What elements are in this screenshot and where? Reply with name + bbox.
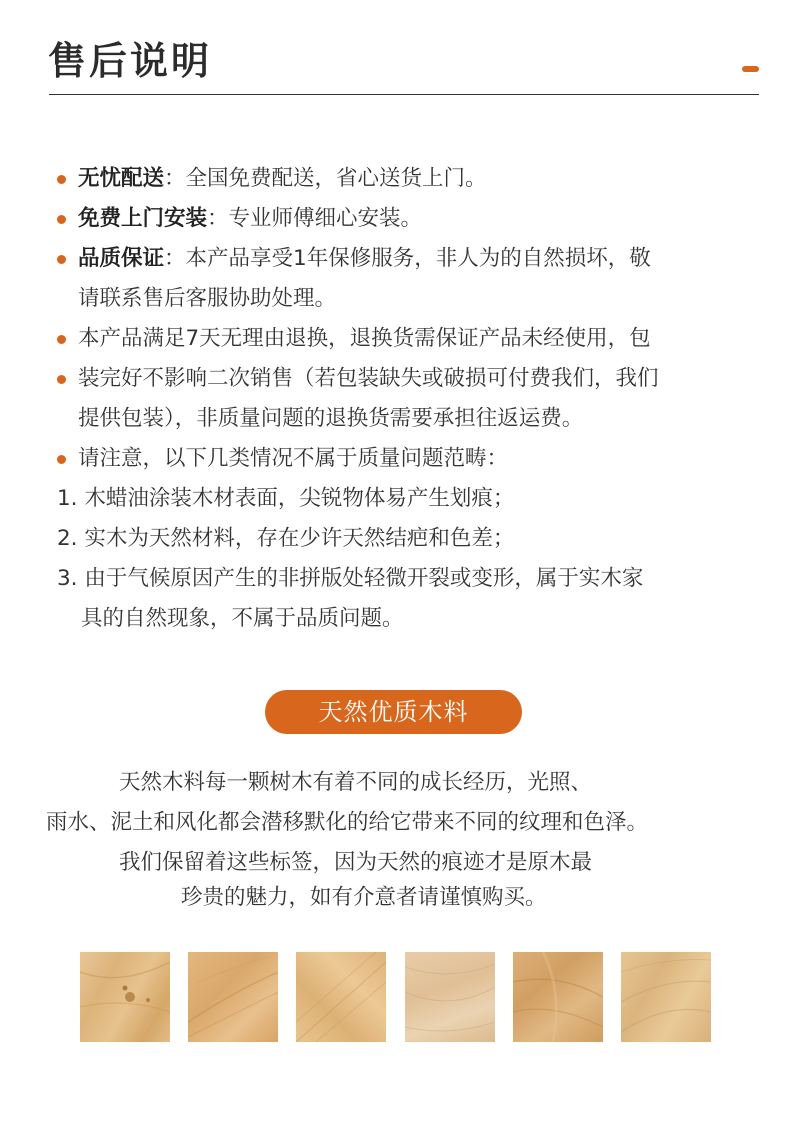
wood-swatch-image: [621, 952, 711, 1042]
numbered-item: 3. 由于气候原因产生的非拼版处轻微开裂或变形，属于实木家: [57, 566, 644, 591]
wood-grain-icon: [296, 952, 386, 1042]
wood-grain-icon: [621, 952, 711, 1042]
bullet-dot-icon: [57, 455, 66, 464]
wood-grain-icon: [80, 952, 170, 1042]
wood-grain-icon: [405, 952, 495, 1042]
list-item-continuation: 装完好不影响二次销售（若包装缺失或破损可付费我们，我们: [78, 366, 659, 391]
page-title: 售后说明: [48, 39, 213, 83]
accent-dash: [742, 66, 759, 72]
numbered-item: 1. 木蜡油涂装木材表面，尖锐物体易产生划痕；: [57, 486, 515, 511]
list-item-text: ：本产品享受1年保修服务，非人为的自然损坏，敬: [164, 246, 651, 271]
list-item-continuation: 请联系售后客服协助处理。: [78, 286, 337, 311]
section-title: 天然优质木料: [318, 698, 469, 726]
list-item-label: 免费上门安装: [78, 206, 208, 231]
list-item: 请注意，以下几类情况不属于质量问题范畴：: [78, 446, 509, 471]
paragraph-line: 珍贵的魅力，如有介意者请谨慎购买。: [181, 885, 547, 910]
bullet-dot-icon: [57, 335, 66, 344]
list-item-continuation: 提供包装），非质量问题的退换货需要承担往返运费。: [78, 406, 584, 431]
section-title-badge: [265, 690, 522, 734]
paragraph-line: 天然木料每一颗树木有着不同的成长经历，光照、: [119, 770, 593, 795]
list-item-label: 品质保证: [78, 246, 165, 271]
wood-grain-icon: [188, 952, 278, 1042]
paragraph-line: 雨水、泥土和风化都会潜移默化的给它带来不同的纹理和色泽。: [46, 810, 649, 835]
list-item: 本产品满足7天无理由退换，退换货需保证产品未经使用，包: [78, 326, 651, 351]
bullet-dot-icon: [57, 255, 66, 264]
bullet-dot-icon: [57, 215, 66, 224]
list-item-label: 无忧配送: [78, 166, 165, 191]
paragraph-line: 我们保留着这些标签，因为天然的痕迹才是原木最: [119, 850, 593, 875]
list-item: [78, 199, 422, 239]
list-item-text: ：全国免费配送，省心送货上门。: [164, 166, 487, 191]
bullet-dot-icon: [57, 375, 66, 384]
wood-swatch-image: [188, 952, 278, 1042]
wood-grain-icon: [513, 952, 603, 1042]
numbered-item: 2. 实木为天然材料，存在少许天然结疤和色差；: [57, 526, 515, 551]
list-item: [78, 239, 651, 279]
wood-swatch-image: [513, 952, 603, 1042]
wood-swatch-image: [296, 952, 386, 1042]
list-item: [78, 159, 487, 199]
wood-swatch-image: [80, 952, 170, 1042]
wood-swatch-image: [405, 952, 495, 1042]
numbered-item-continuation: 具的自然现象，不属于品质问题。: [81, 606, 404, 631]
bullet-dot-icon: [57, 175, 66, 184]
list-item-text: ：专业师傅细心安装。: [207, 206, 423, 231]
header-divider: [49, 94, 759, 95]
